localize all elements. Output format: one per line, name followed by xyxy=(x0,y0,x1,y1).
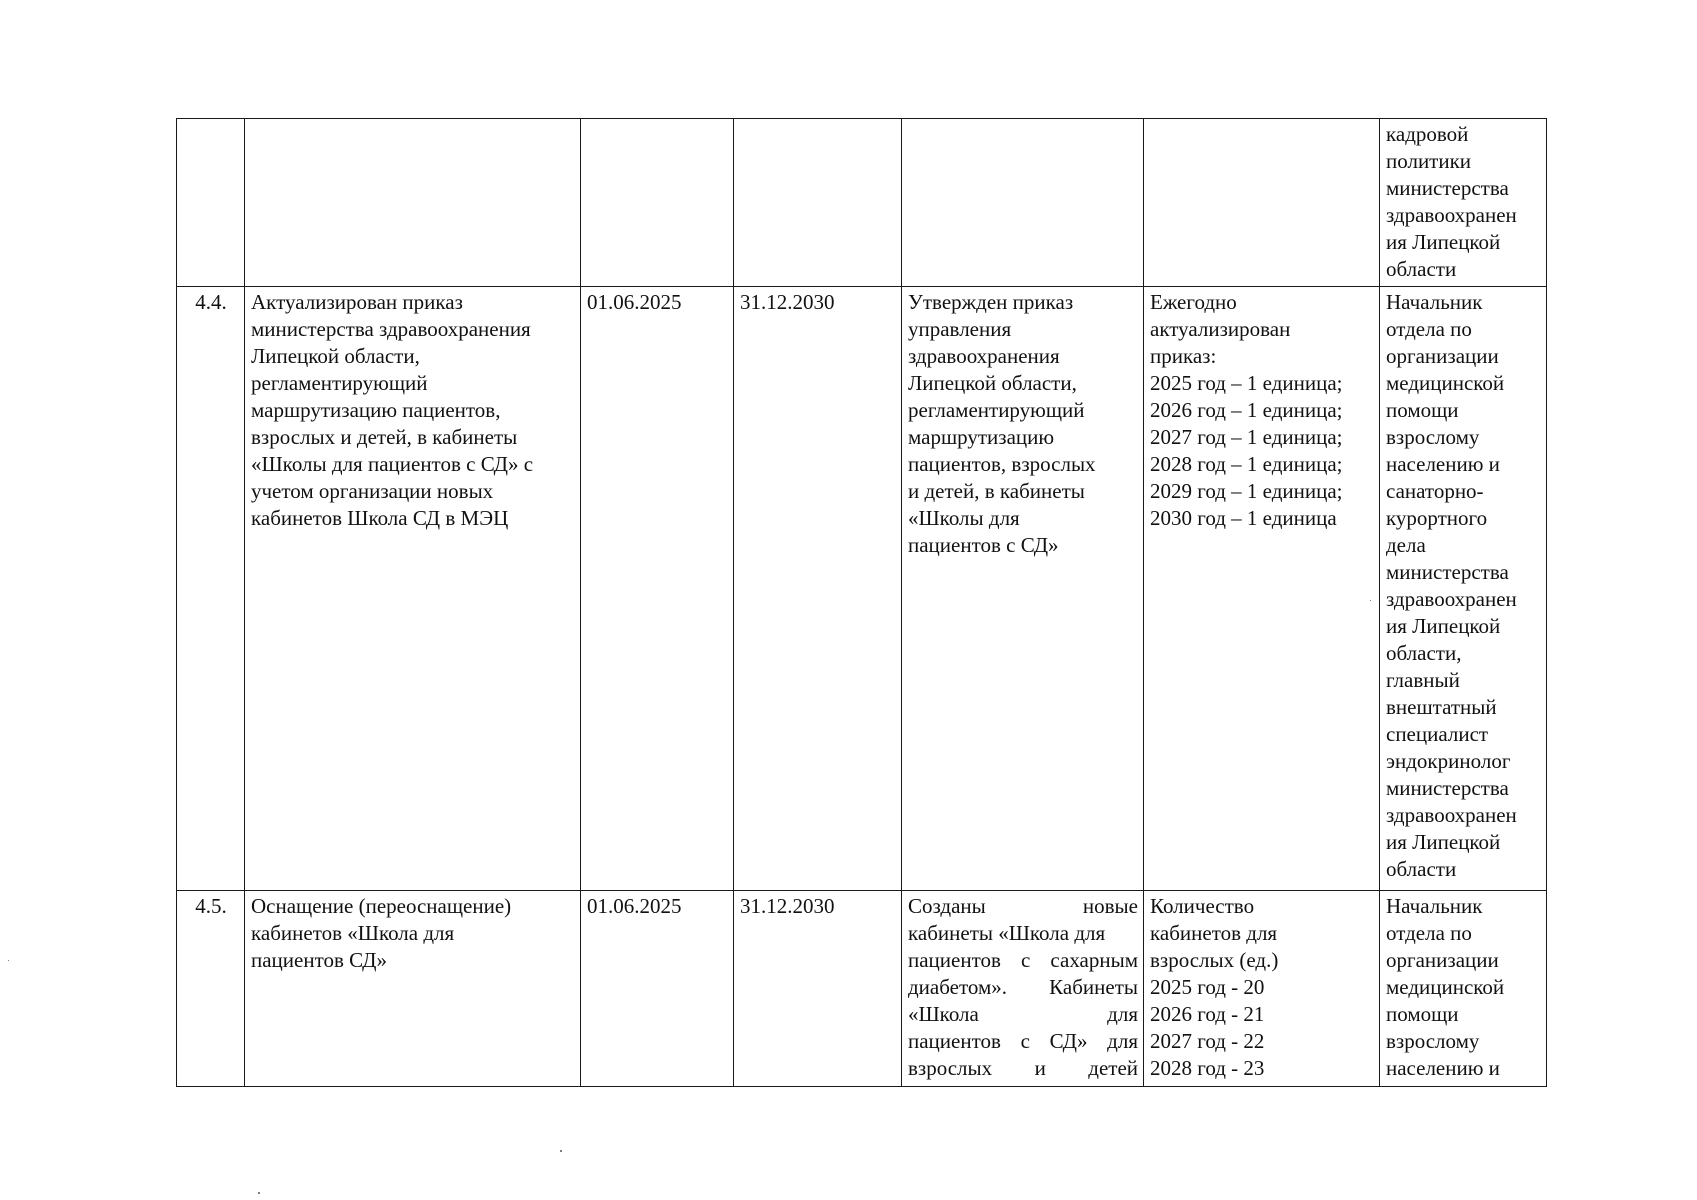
event-cell xyxy=(245,119,581,287)
scan-speck xyxy=(560,1150,562,1152)
table-row-4-4 xyxy=(177,287,1547,891)
result-cell: Утвержден приказ управления здравоохранения Липецкой области, регламентирующий маршрутизацию пациентов, взрослых и детей, в кабинеты «Школы для пациентов с СД» xyxy=(902,287,1144,891)
responsible-cell: кадровой политики министерства здравоохранен ия Липецкой области xyxy=(1380,119,1547,287)
indicator-cell: Количество кабинетов для взрослых (ед.) 2025 год - 20 2026 год - 21 2027 год - 22 2028 год - 23 xyxy=(1144,891,1380,1087)
end-date-cell: 31.12.2030 xyxy=(734,287,902,891)
start-date-cell xyxy=(581,119,734,287)
responsible-cell: Начальник отдела по организации медицинской помощи взрослому населению и xyxy=(1380,891,1547,1087)
start-date-cell: 01.06.2025 xyxy=(581,287,734,891)
table-row-4-5 xyxy=(177,891,1547,1087)
result-line: взрослых и детей xyxy=(908,1056,1138,1080)
event-cell: Оснащение (переоснащение) кабинетов «Школа для пациентов СД» xyxy=(245,891,581,1087)
scan-speck xyxy=(8,960,9,961)
event-cell: Актуализирован приказ министерства здравоохранения Липецкой области, регламентирующий маршрутизацию пациентов, взрослых и детей, в кабинеты «Школы для пациентов с СД» с учетом организации новых кабинетов Школа СД в МЭЦ xyxy=(245,287,581,891)
indicator-cell: Ежегодно актуализирован приказ: 2025 год – 1 единица; 2026 год – 1 единица; 2027 год – 1 единица; 2028 год – 1 единица; 2029 год – 1 единица; 2030 год – 1 единица xyxy=(1144,287,1380,891)
indicator-cell xyxy=(1144,119,1380,287)
scan-speck xyxy=(1370,600,1371,601)
result-cell xyxy=(902,119,1144,287)
result-line: диабетом». Кабинеты xyxy=(908,975,1138,999)
result-line: «Школа для xyxy=(908,1002,1138,1026)
number-cell: 4.5. xyxy=(177,891,245,1087)
start-date-cell: 01.06.2025 xyxy=(581,891,734,1087)
scan-speck xyxy=(258,1192,260,1194)
number-cell: 4.4. xyxy=(177,287,245,891)
responsible-cell: Начальник отдела по организации медицинской помощи взрослому населению и санаторно- курортного дела министерства здравоохранен ия Липецкой области, главный внештатный специалист эндокринолог министерства здравоохранен ия Липецкой области xyxy=(1380,287,1547,891)
table-row-continuation xyxy=(177,119,1547,287)
result-cell xyxy=(902,891,1144,1087)
plan-table xyxy=(176,118,1547,1087)
end-date-cell: 31.12.2030 xyxy=(734,891,902,1087)
end-date-cell xyxy=(734,119,902,287)
result-line: пациентов с СД» для xyxy=(908,1029,1138,1053)
result-line: кабинеты «Школа для xyxy=(908,921,1106,945)
result-line: пациентов с сахарным xyxy=(908,948,1138,972)
result-line: Созданы новые xyxy=(908,894,1138,918)
number-cell xyxy=(177,119,245,287)
